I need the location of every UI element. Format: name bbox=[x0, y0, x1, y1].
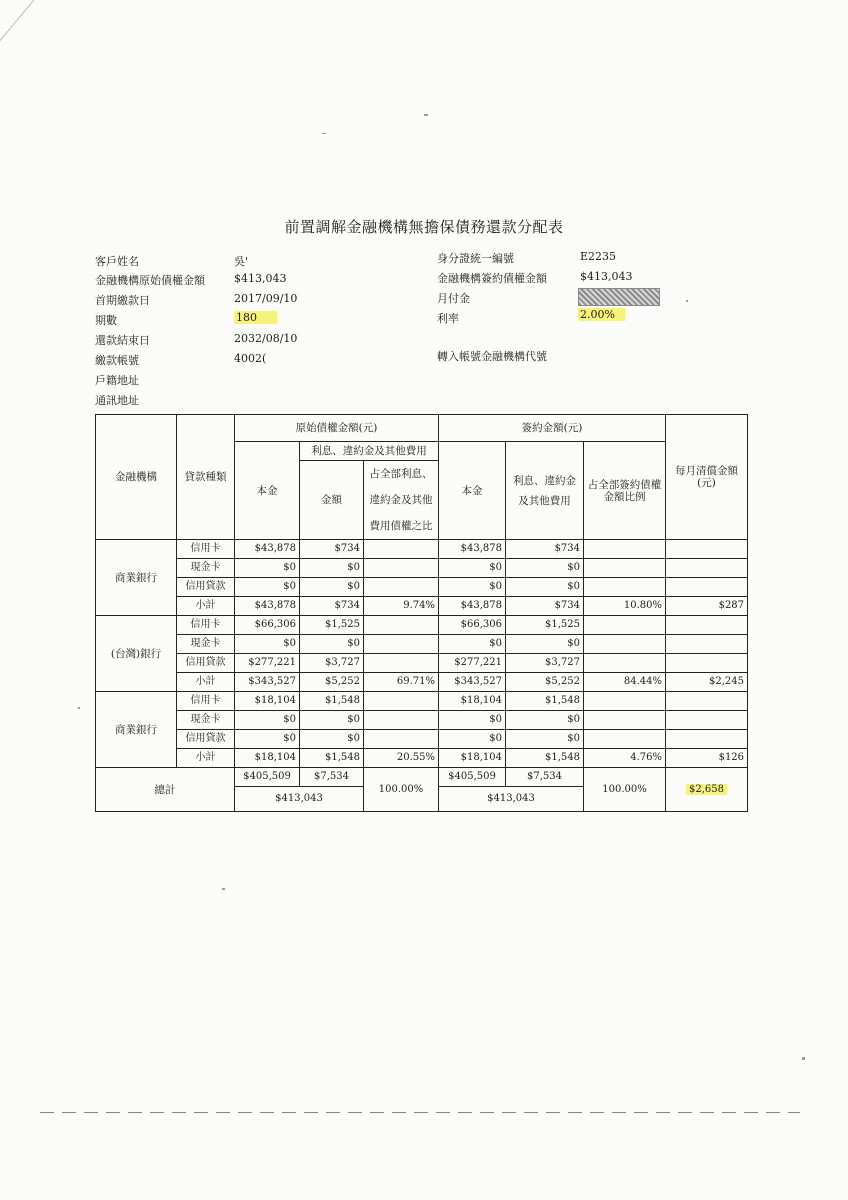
allocation-table bbox=[95, 414, 748, 812]
contract-ratio bbox=[584, 635, 666, 654]
header-interest-amount: 金額 bbox=[300, 461, 364, 540]
table-row bbox=[96, 540, 748, 559]
contract-interest: $0 bbox=[506, 711, 584, 730]
loan-type: 信用卡 bbox=[177, 540, 235, 559]
total-monthly-amount: $2,658 bbox=[686, 784, 727, 795]
original-principal: $0 bbox=[235, 578, 300, 597]
contract-interest: $0 bbox=[506, 730, 584, 749]
contract-ratio: 10.80% bbox=[584, 597, 666, 616]
original-interest: $5,252 bbox=[300, 673, 364, 692]
contract-principal: $18,104 bbox=[439, 749, 506, 768]
periods-value: 180 bbox=[234, 311, 277, 324]
total-original-principal: $405,509 bbox=[235, 768, 300, 787]
original-ratio bbox=[364, 559, 439, 578]
original-principal: $343,527 bbox=[235, 673, 300, 692]
scan-bottom-line bbox=[40, 1112, 800, 1113]
contract-interest: $5,252 bbox=[506, 673, 584, 692]
loan-type: 信用貸款 bbox=[177, 654, 235, 673]
contract-principal: $43,878 bbox=[439, 540, 506, 559]
original-interest: $1,548 bbox=[300, 749, 364, 768]
original-ratio: 69.71% bbox=[364, 673, 439, 692]
contract-principal: $0 bbox=[439, 635, 506, 654]
contract-amount-value: $413,043 bbox=[580, 270, 633, 283]
scan-speck bbox=[686, 300, 688, 302]
original-interest: $0 bbox=[300, 730, 364, 749]
monthly-amount bbox=[666, 711, 748, 730]
header-interest-ratio-line2: 違約金及其他 bbox=[369, 494, 433, 506]
original-principal: $43,878 bbox=[235, 597, 300, 616]
id-number-label: 身分證統一編號 bbox=[437, 252, 514, 265]
header-monthly-payment: 每月清償金額(元) bbox=[666, 415, 748, 540]
contract-ratio bbox=[584, 711, 666, 730]
table-row bbox=[96, 559, 748, 578]
original-ratio bbox=[364, 635, 439, 654]
interest-rate-label: 利率 bbox=[437, 312, 459, 325]
contract-principal: $0 bbox=[439, 711, 506, 730]
monthly-amount bbox=[666, 616, 748, 635]
total-label: 總計 bbox=[96, 768, 235, 812]
header-interest-ratio-line3: 費用債權之比 bbox=[369, 520, 433, 532]
scan-corner-line bbox=[0, 0, 45, 41]
contract-interest: $734 bbox=[506, 597, 584, 616]
contract-ratio bbox=[584, 730, 666, 749]
loan-type: 小計 bbox=[177, 749, 235, 768]
page-title: 前置調解金融機構無擔保債務還款分配表 bbox=[284, 218, 564, 236]
contract-principal: $0 bbox=[439, 730, 506, 749]
bank-name-2: (台灣)銀行 bbox=[96, 616, 177, 692]
monthly-amount bbox=[666, 730, 748, 749]
total-contract-principal: $405,509 bbox=[439, 768, 506, 787]
monthly-amount bbox=[666, 635, 748, 654]
original-ratio bbox=[364, 616, 439, 635]
id-number-value: E2235 bbox=[580, 250, 617, 263]
header-original-principal: 本金 bbox=[235, 442, 300, 540]
original-principal: $0 bbox=[235, 559, 300, 578]
original-ratio bbox=[364, 730, 439, 749]
total-original-sum: $413,043 bbox=[235, 787, 364, 812]
original-interest: $734 bbox=[300, 597, 364, 616]
subtotal-row bbox=[96, 673, 748, 692]
loan-type: 信用貸款 bbox=[177, 578, 235, 597]
header-contract-interest-line2: 及其他費用 bbox=[518, 494, 571, 507]
original-interest: $1,525 bbox=[300, 616, 364, 635]
subtotal-row bbox=[96, 749, 748, 768]
table-row bbox=[96, 635, 748, 654]
end-date-value: 2032/08/10 bbox=[234, 332, 298, 345]
table-row bbox=[96, 730, 748, 749]
table-row bbox=[96, 654, 748, 673]
periods-label: 期數 bbox=[95, 314, 117, 327]
total-contract-interest: $7,534 bbox=[506, 768, 584, 787]
contract-principal: $277,221 bbox=[439, 654, 506, 673]
original-ratio bbox=[364, 540, 439, 559]
original-principal: $277,221 bbox=[235, 654, 300, 673]
original-interest: $0 bbox=[300, 711, 364, 730]
monthly-amount bbox=[666, 654, 748, 673]
monthly-amount bbox=[666, 578, 748, 597]
contract-principal: $0 bbox=[439, 559, 506, 578]
loan-type: 現金卡 bbox=[177, 711, 235, 730]
loan-type: 信用貸款 bbox=[177, 730, 235, 749]
original-interest: $0 bbox=[300, 578, 364, 597]
contract-ratio bbox=[584, 616, 666, 635]
total-original-ratio: 100.00% bbox=[364, 768, 439, 812]
original-interest: $3,727 bbox=[300, 654, 364, 673]
contract-ratio bbox=[584, 540, 666, 559]
first-payment-value: 2017/09/10 bbox=[234, 292, 298, 305]
original-ratio bbox=[364, 692, 439, 711]
scan-speck bbox=[424, 114, 428, 116]
contract-interest: $734 bbox=[506, 540, 584, 559]
contract-principal: $18,104 bbox=[439, 692, 506, 711]
header-row-1 bbox=[96, 415, 748, 442]
total-monthly-cell bbox=[666, 768, 748, 812]
contract-interest: $1,548 bbox=[506, 692, 584, 711]
contract-interest: $3,727 bbox=[506, 654, 584, 673]
interest-rate-value: 2.00% bbox=[578, 308, 625, 321]
contract-ratio bbox=[584, 654, 666, 673]
household-address-label: 戶籍地址 bbox=[95, 374, 139, 387]
original-principal: $0 bbox=[235, 730, 300, 749]
contract-ratio: 4.76% bbox=[584, 749, 666, 768]
monthly-amount bbox=[666, 692, 748, 711]
scan-speck bbox=[322, 133, 326, 134]
contract-interest: $0 bbox=[506, 578, 584, 597]
contract-interest: $1,525 bbox=[506, 616, 584, 635]
original-principal: $0 bbox=[235, 635, 300, 654]
header-interest-ratio bbox=[364, 461, 439, 540]
header-interest-group: 利息、違約金及其他費用 bbox=[300, 442, 439, 461]
header-contract-principal: 本金 bbox=[439, 442, 506, 540]
monthly-amount: $2,245 bbox=[666, 673, 748, 692]
original-ratio: 9.74% bbox=[364, 597, 439, 616]
mailing-address-label: 通訊地址 bbox=[95, 394, 139, 407]
scan-speck bbox=[802, 1057, 805, 1060]
loan-type: 信用卡 bbox=[177, 616, 235, 635]
header-loan-type: 貸款種類 bbox=[177, 415, 235, 540]
original-amount-value: $413,043 bbox=[234, 272, 287, 285]
original-interest: $0 bbox=[300, 559, 364, 578]
first-payment-label: 首期繳款日 bbox=[95, 294, 150, 307]
contract-interest: $0 bbox=[506, 559, 584, 578]
original-principal: $66,306 bbox=[235, 616, 300, 635]
contract-ratio bbox=[584, 578, 666, 597]
contract-interest: $0 bbox=[506, 635, 584, 654]
header-original-amount: 原始債權金額(元) bbox=[235, 415, 439, 442]
loan-type: 現金卡 bbox=[177, 635, 235, 654]
contract-ratio: 84.44% bbox=[584, 673, 666, 692]
original-ratio bbox=[364, 711, 439, 730]
monthly-amount bbox=[666, 540, 748, 559]
loan-type: 信用卡 bbox=[177, 692, 235, 711]
end-date-label: 還款結束日 bbox=[95, 334, 150, 347]
account-value: 4002( bbox=[234, 352, 267, 365]
table-row bbox=[96, 616, 748, 635]
original-amount-label: 金融機構原始債權金額 bbox=[95, 274, 205, 287]
contract-principal: $0 bbox=[439, 578, 506, 597]
table-row bbox=[96, 692, 748, 711]
original-ratio bbox=[364, 654, 439, 673]
contract-principal: $66,306 bbox=[439, 616, 506, 635]
customer-name-value: 吳' bbox=[234, 255, 249, 268]
header-contract-interest bbox=[506, 442, 584, 540]
table-row bbox=[96, 578, 748, 597]
contract-ratio bbox=[584, 692, 666, 711]
contract-ratio bbox=[584, 559, 666, 578]
monthly-payment-label: 月付金 bbox=[437, 292, 470, 305]
loan-type: 小計 bbox=[177, 597, 235, 616]
scan-speck bbox=[78, 707, 80, 709]
monthly-amount: $287 bbox=[666, 597, 748, 616]
loan-type: 小計 bbox=[177, 673, 235, 692]
bank-name-3: 商業銀行 bbox=[96, 692, 177, 768]
total-original-interest: $7,534 bbox=[300, 768, 364, 787]
original-interest: $0 bbox=[300, 635, 364, 654]
original-interest: $734 bbox=[300, 540, 364, 559]
contract-principal: $343,527 bbox=[439, 673, 506, 692]
header-contract-interest-line1: 利息、違約金 bbox=[513, 474, 577, 487]
original-principal: $18,104 bbox=[235, 692, 300, 711]
original-principal: $18,104 bbox=[235, 749, 300, 768]
contract-interest: $1,548 bbox=[506, 749, 584, 768]
original-interest: $1,548 bbox=[300, 692, 364, 711]
customer-name-label: 客戶姓名 bbox=[95, 255, 139, 268]
bank-name-1: 商業銀行 bbox=[96, 540, 177, 616]
monthly-amount: $126 bbox=[666, 749, 748, 768]
header-contract-amount: 簽約金額(元) bbox=[439, 415, 666, 442]
original-ratio: 20.55% bbox=[364, 749, 439, 768]
original-ratio bbox=[364, 578, 439, 597]
original-principal: $0 bbox=[235, 711, 300, 730]
redacted-monthly-value bbox=[578, 288, 660, 306]
header-contract-ratio: 占全部簽約債權金額比例 bbox=[584, 442, 666, 540]
total-contract-ratio: 100.00% bbox=[584, 768, 666, 812]
total-row bbox=[96, 768, 748, 787]
original-principal: $43,878 bbox=[235, 540, 300, 559]
transfer-bank-code-label: 轉入帳號金融機構代號 bbox=[437, 350, 547, 363]
scan-speck bbox=[222, 888, 225, 890]
monthly-amount bbox=[666, 559, 748, 578]
loan-type: 現金卡 bbox=[177, 559, 235, 578]
contract-amount-label: 金融機構簽約債權金額 bbox=[437, 272, 547, 285]
subtotal-row bbox=[96, 597, 748, 616]
table-row bbox=[96, 711, 748, 730]
header-institution: 金融機構 bbox=[96, 415, 177, 540]
header-interest-ratio-line1: 占全部利息、 bbox=[369, 468, 433, 480]
contract-principal: $43,878 bbox=[439, 597, 506, 616]
account-label: 繳款帳號 bbox=[95, 354, 139, 367]
total-contract-sum: $413,043 bbox=[439, 787, 584, 812]
